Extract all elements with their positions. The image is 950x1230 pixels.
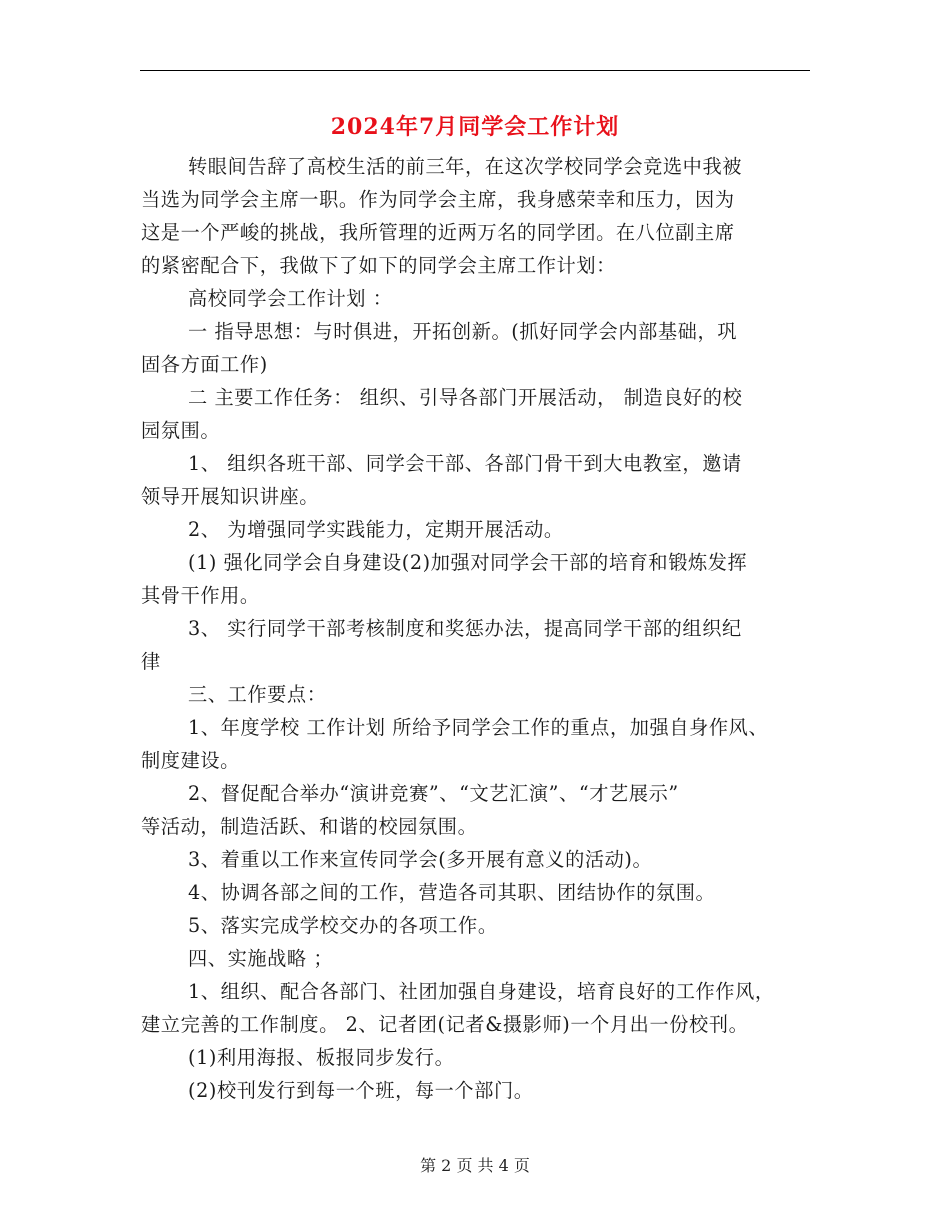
text-line: 高校同学会工作计划 ： [188, 287, 393, 310]
text-line: 制度建设。 [141, 749, 240, 772]
page-footer: 第 2 页 共 4 页 [420, 1156, 530, 1175]
text-line: 这是一个严峻的挑战，我所管理的近两万名的同学团。在八位副主席 [141, 221, 735, 244]
text-line: 1、年度学校 工作计划 所给予同学会工作的重点，加强自身作风、 [188, 716, 769, 739]
text-line: 一 指导思想：与时俱进，开拓创新。(抓好同学会内部基础，巩 [188, 320, 738, 343]
text-line: 4、协调各部之间的工作，营造各司其职、团结协作的氛围。 [188, 881, 716, 904]
text-line: 转眼间告辞了高校生活的前三年，在这次学校同学会竞选中我被 [188, 155, 743, 178]
text-line: (1) 强化同学会自身建设(2)加强对同学会干部的培育和锻炼发挥 [188, 551, 748, 574]
text-line: 当选为同学会主席一职。作为同学会主席，我身感荣幸和压力，因为 [141, 188, 735, 211]
text-line: 1、 组织各班干部、同学会干部、各部门骨干到大电教室，邀请 [188, 452, 742, 475]
text-line: (2)校刊发行到每一个班，每一个部门。 [188, 1079, 534, 1102]
text-line: 建立完善的工作制度。 2、记者团(记者&摄影师)一个月出一份校刊。 [141, 1013, 749, 1036]
text-line: 四、实施战略 ； [188, 947, 334, 970]
text-line: 园氛围。 [141, 419, 221, 442]
text-line: 的紧密配合下，我做下了如下的同学会主席工作计划： [141, 254, 616, 277]
text-line: 固各方面工作) [141, 353, 268, 376]
document-body [141, 150, 811, 1107]
text-line: 5、落实完成学校交办的各项工作。 [188, 914, 498, 937]
text-line: 律 [141, 650, 161, 673]
text-line: 2、 为增强同学实践能力，定期开展活动。 [188, 518, 564, 541]
text-line: 等活动，制造活跃、和谐的校园氛围。 [141, 815, 478, 838]
text-line: (1)利用海报、板报同步发行。 [188, 1046, 455, 1069]
text-line: 其骨干作用。 [141, 584, 260, 607]
text-line: 3、 实行同学干部考核制度和奖惩办法，提高同学干部的组织纪 [188, 617, 742, 640]
text-line: 领导开展知识讲座。 [141, 485, 320, 508]
text-line: 1、组织、配合各部门、社团加强自身建设，培育良好的工作作风， [188, 980, 775, 1003]
text-line: 三、工作要点： [188, 683, 327, 706]
text-line: 2、督促配合举办“演讲竞赛”、“文艺汇演”、“才艺展示” [188, 782, 679, 805]
header-rule [140, 70, 810, 71]
text-line: 二 主要工作任务： 组织、引导各部门开展活动， 制造良好的校 [188, 386, 743, 409]
document-title: 2024年7月同学会工作计划 [330, 114, 620, 140]
text-line: 3、着重以工作来宣传同学会(多开展有意义的活动)。 [188, 848, 653, 871]
